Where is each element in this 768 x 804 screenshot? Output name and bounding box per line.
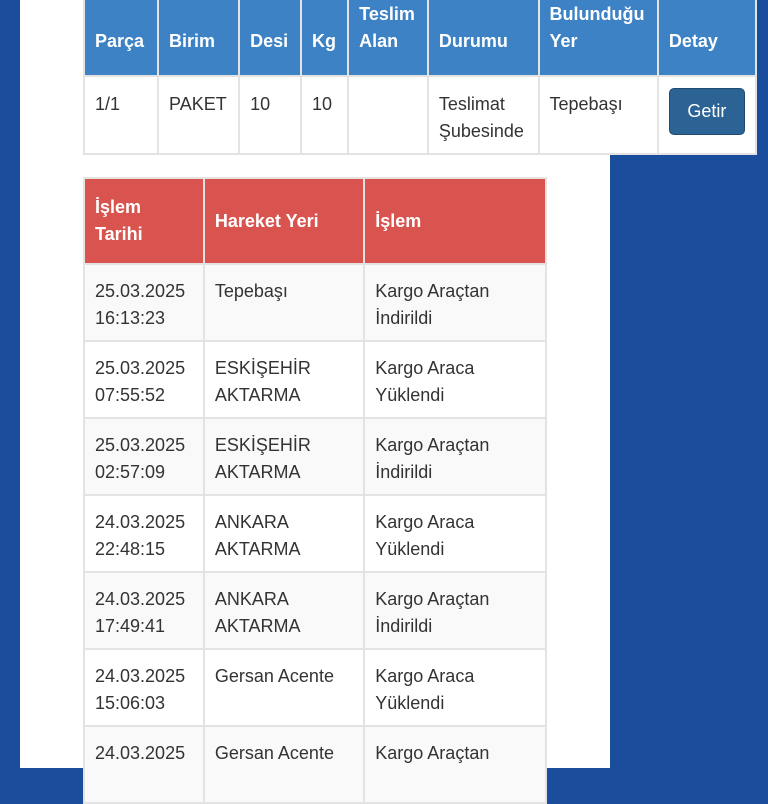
cell-teslim-alan	[348, 76, 428, 154]
cell-date	[84, 495, 204, 572]
time-text: 16:13:23	[95, 308, 166, 328]
cell-op: Kargo Araca Yüklendi	[364, 649, 546, 726]
cell-detay	[658, 76, 756, 154]
history-row	[84, 495, 546, 572]
history-header-row	[84, 178, 546, 264]
cell-bulundugu-yer: Tepebaşı	[539, 76, 658, 154]
cell-op: Kargo Araçtan İndirildi	[364, 264, 546, 341]
date-text: 25.03.2025	[95, 435, 186, 455]
shipment-row	[84, 76, 756, 154]
getir-button[interactable]: Getir	[669, 88, 745, 135]
cell-op: Kargo Araçtan İndirildi	[364, 572, 546, 649]
header-desi: Desi	[239, 0, 301, 76]
time-text: 02:57:09	[95, 462, 166, 482]
cell-op: Kargo Araçtan	[364, 726, 546, 803]
time-text: 15:06:03	[95, 693, 166, 713]
header-islem: İşlem	[364, 178, 546, 264]
history-row	[84, 264, 546, 341]
cell-durumu: Teslimat Şubesinde	[428, 76, 539, 154]
history-row	[84, 341, 546, 418]
cell-parca: 1/1	[84, 76, 158, 154]
shipment-table	[83, 0, 757, 155]
header-birim: Birim	[158, 0, 239, 76]
cell-place: ANKARA AKTARMA	[204, 495, 364, 572]
cell-date	[84, 418, 204, 495]
cell-date	[84, 341, 204, 418]
history-table	[83, 177, 547, 804]
shipment-header-row	[84, 0, 756, 76]
date-text: 24.03.2025	[95, 589, 186, 609]
cell-place: Gersan Acente	[204, 726, 364, 803]
cell-kg: 10	[301, 76, 348, 154]
header-durumu: Durumu	[428, 0, 539, 76]
history-row	[84, 649, 546, 726]
header-parca: Parça	[84, 0, 158, 76]
header-kg: Kg	[301, 0, 348, 76]
time-text: 22:48:15	[95, 539, 166, 559]
date-text: 24.03.2025	[95, 743, 186, 763]
header-bulundugu-yer: Bulunduğu Yer	[539, 0, 658, 76]
header-islem-tarihi: İşlem Tarihi	[84, 178, 204, 264]
cell-date	[84, 726, 204, 803]
cell-date	[84, 572, 204, 649]
cell-op: Kargo Araçtan İndirildi	[364, 418, 546, 495]
history-row	[84, 726, 546, 803]
right-background-block	[610, 155, 768, 768]
date-text: 24.03.2025	[95, 666, 186, 686]
time-text: 17:49:41	[95, 616, 166, 636]
history-row	[84, 572, 546, 649]
left-background-strip	[0, 0, 20, 768]
cell-date	[84, 649, 204, 726]
history-row	[84, 418, 546, 495]
cell-place: Gersan Acente	[204, 649, 364, 726]
cell-place: Tepebaşı	[204, 264, 364, 341]
cell-date	[84, 264, 204, 341]
date-text: 25.03.2025	[95, 358, 186, 378]
cell-place: ANKARA AKTARMA	[204, 572, 364, 649]
cell-place: ESKİŞEHİR AKTARMA	[204, 341, 364, 418]
date-text: 24.03.2025	[95, 512, 186, 532]
time-text: 07:55:52	[95, 385, 166, 405]
header-hareket-yeri: Hareket Yeri	[204, 178, 364, 264]
date-text: 25.03.2025	[95, 281, 186, 301]
cell-birim: PAKET	[158, 76, 239, 154]
cell-desi: 10	[239, 76, 301, 154]
header-teslim-alan: Teslim Alan	[348, 0, 428, 76]
cell-op: Kargo Araca Yüklendi	[364, 341, 546, 418]
header-detay: Detay	[658, 0, 756, 76]
cell-op: Kargo Araca Yüklendi	[364, 495, 546, 572]
cell-place: ESKİŞEHİR AKTARMA	[204, 418, 364, 495]
